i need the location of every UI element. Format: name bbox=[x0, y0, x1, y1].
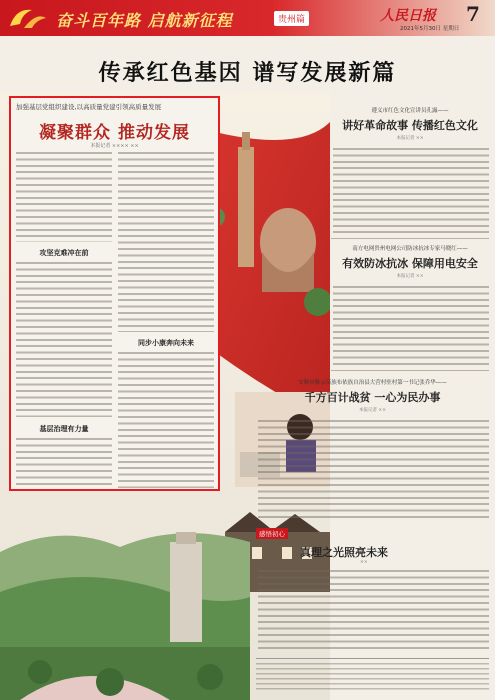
article-3-header[interactable] bbox=[256, 378, 489, 413]
lead-article[interactable] bbox=[9, 96, 220, 491]
essay-byline: ×× bbox=[360, 560, 368, 565]
lead-body-text bbox=[118, 352, 214, 488]
newspaper-logo: 人民日报 bbox=[380, 8, 436, 24]
page-number: 7 bbox=[466, 2, 480, 26]
divider bbox=[331, 370, 489, 371]
article-byline: 本报记者 ×× bbox=[359, 408, 386, 413]
article-1-header[interactable] bbox=[331, 106, 489, 141]
article-kicker: 南方电网贵州电网公司防冰抗冰专家马晓红—— bbox=[352, 246, 468, 252]
lead-headline: 凝聚群众 推动发展 bbox=[39, 123, 190, 143]
issue-date: 2021年5月30日 星期日 bbox=[400, 26, 460, 32]
page-header bbox=[0, 0, 495, 36]
article-headline: 讲好革命故事 传播红色文化 bbox=[342, 119, 478, 132]
essay-headline[interactable]: 真理之光照亮未来 bbox=[300, 546, 388, 559]
lead-byline: 本报记者 ×××× ×× bbox=[90, 143, 139, 149]
lead-body-text bbox=[16, 152, 112, 242]
article-kicker: 安顺市紫云苗族布依族自治县大营村驻村第一书记张乔华—— bbox=[298, 380, 447, 386]
page-title: 传承红色基因 谱写发展新篇 bbox=[98, 61, 397, 86]
article-headline: 有效防冰抗冰 保障用电安全 bbox=[342, 257, 478, 270]
article-byline: 本报记者 ×× bbox=[396, 136, 424, 141]
article-2-header[interactable] bbox=[331, 244, 489, 279]
lead-body-text bbox=[118, 152, 214, 332]
divider bbox=[331, 238, 489, 239]
article-kicker: 遵义市红色文化宣讲员孔露—— bbox=[371, 108, 449, 114]
region-badge: 贵州篇 bbox=[274, 11, 309, 26]
lead-subhead-1: 攻坚克难冲在前 bbox=[39, 249, 89, 257]
lead-subhead-3: 基层治理有力量 bbox=[39, 425, 89, 433]
article-2-body bbox=[333, 286, 489, 366]
lead-kicker: 加强基层党组织建设,以高质量党建引领高质量发展 bbox=[16, 103, 162, 111]
article-byline: 本报记者 ×× bbox=[396, 274, 424, 279]
lead-body-text bbox=[16, 262, 112, 417]
header-slogan: 奋斗百年路 启航新征程 bbox=[56, 11, 233, 30]
article-headline: 千方百计战贫 一心为民办事 bbox=[304, 391, 441, 404]
article-1-body bbox=[333, 148, 489, 234]
editor-info-footer bbox=[256, 658, 489, 695]
essay-body bbox=[258, 570, 489, 652]
lead-body-text bbox=[16, 438, 112, 488]
essay-column-tag: 感悟初心 bbox=[256, 528, 288, 539]
party-emblem-icon bbox=[6, 4, 50, 32]
article-3-body bbox=[258, 420, 489, 520]
lead-subhead-2: 同步小康奔向未来 bbox=[138, 339, 194, 347]
